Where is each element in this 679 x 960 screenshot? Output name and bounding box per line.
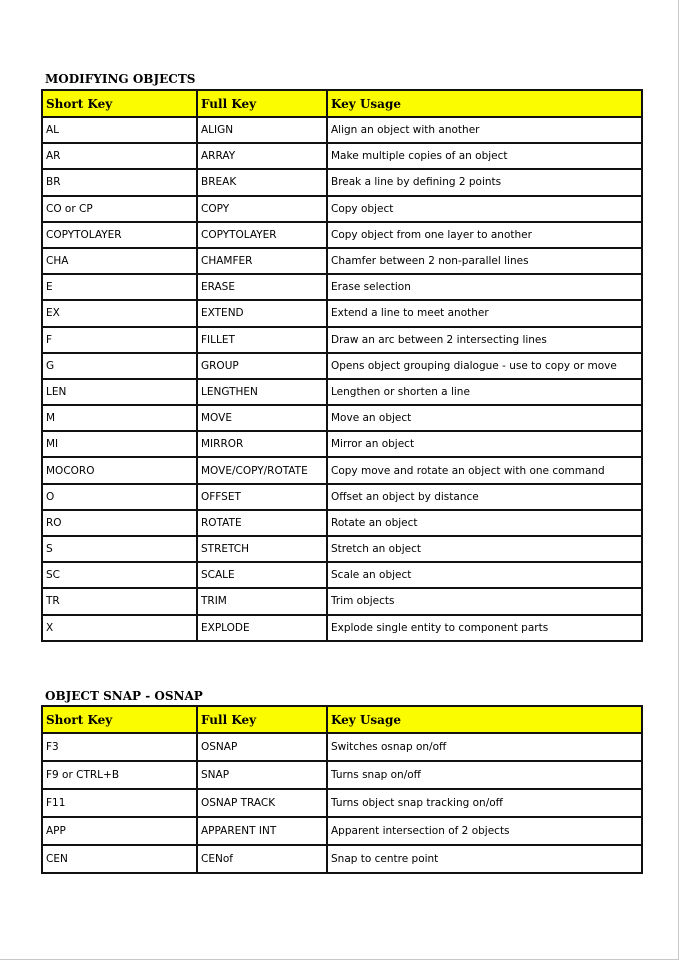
table-row (42, 510, 642, 536)
short-key-cell: G (42, 353, 197, 379)
table-row (42, 117, 642, 143)
table-row (42, 536, 642, 562)
full-key-cell: TRIM (197, 588, 327, 614)
table-row (42, 817, 642, 845)
full-key-cell: CHAMFER (197, 248, 327, 274)
table-row (42, 588, 642, 614)
full-key-cell: APPARENT INT (197, 817, 327, 845)
full-key-cell: CENof (197, 845, 327, 873)
section-title-object-snap: OBJECT SNAP - OSNAP (45, 689, 203, 703)
short-key-cell: SC (42, 562, 197, 588)
table-row (42, 615, 642, 641)
key-usage-cell: Chamfer between 2 non-parallel lines (327, 248, 642, 274)
object-snap-table (41, 705, 643, 874)
table-row (42, 484, 642, 510)
table-row (42, 733, 642, 761)
full-key-cell: OSNAP (197, 733, 327, 761)
short-key-cell: E (42, 274, 197, 300)
full-key-cell: MOVE (197, 405, 327, 431)
short-key-cell: COPYTOLAYER (42, 222, 197, 248)
table-row (42, 248, 642, 274)
short-key-cell: MI (42, 431, 197, 457)
short-key-cell: O (42, 484, 197, 510)
table-row (42, 789, 642, 817)
short-key-cell: AL (42, 117, 197, 143)
full-key-cell: OSNAP TRACK (197, 789, 327, 817)
table-row (42, 274, 642, 300)
key-usage-cell: Move an object (327, 405, 642, 431)
header-short-key: Short Key (42, 90, 197, 117)
table-row (42, 222, 642, 248)
key-usage-cell: Rotate an object (327, 510, 642, 536)
table-row (42, 405, 642, 431)
full-key-cell: EXPLODE (197, 615, 327, 641)
short-key-cell: MOCORO (42, 457, 197, 483)
table-row (42, 196, 642, 222)
full-key-cell: STRETCH (197, 536, 327, 562)
full-key-cell: GROUP (197, 353, 327, 379)
short-key-cell: F (42, 327, 197, 353)
full-key-cell: MIRROR (197, 431, 327, 457)
header-key-usage: Key Usage (327, 90, 642, 117)
key-usage-cell: Make multiple copies of an object (327, 143, 642, 169)
section-title-modifying-objects: MODIFYING OBJECTS (45, 72, 196, 86)
key-usage-cell: Draw an arc between 2 intersecting lines (327, 327, 642, 353)
key-usage-cell: Turns snap on/off (327, 761, 642, 789)
table-row (42, 457, 642, 483)
key-usage-cell: Break a line by defining 2 points (327, 169, 642, 195)
table-row (42, 379, 642, 405)
short-key-cell: CEN (42, 845, 197, 873)
full-key-cell: EXTEND (197, 300, 327, 326)
table-header-row (42, 90, 642, 117)
table-row (42, 761, 642, 789)
short-key-cell: M (42, 405, 197, 431)
table-row (42, 353, 642, 379)
short-key-cell: BR (42, 169, 197, 195)
short-key-cell: F3 (42, 733, 197, 761)
key-usage-cell: Stretch an object (327, 536, 642, 562)
short-key-cell: CO or CP (42, 196, 197, 222)
short-key-cell: X (42, 615, 197, 641)
table-row (42, 327, 642, 353)
full-key-cell: COPY (197, 196, 327, 222)
full-key-cell: LENGTHEN (197, 379, 327, 405)
table-row (42, 300, 642, 326)
table-row (42, 431, 642, 457)
key-usage-cell: Copy object from one layer to another (327, 222, 642, 248)
key-usage-cell: Switches osnap on/off (327, 733, 642, 761)
header-key-usage: Key Usage (327, 706, 642, 733)
header-short-key: Short Key (42, 706, 197, 733)
short-key-cell: TR (42, 588, 197, 614)
key-usage-cell: Opens object grouping dialogue - use to copy or move (327, 353, 642, 379)
table-row (42, 143, 642, 169)
full-key-cell: MOVE/COPY/ROTATE (197, 457, 327, 483)
key-usage-cell: Turns object snap tracking on/off (327, 789, 642, 817)
short-key-cell: F11 (42, 789, 197, 817)
key-usage-cell: Scale an object (327, 562, 642, 588)
full-key-cell: BREAK (197, 169, 327, 195)
key-usage-cell: Lengthen or shorten a line (327, 379, 642, 405)
full-key-cell: SCALE (197, 562, 327, 588)
key-usage-cell: Copy object (327, 196, 642, 222)
table-header-row (42, 706, 642, 733)
short-key-cell: APP (42, 817, 197, 845)
header-full-key: Full Key (197, 90, 327, 117)
table-row (42, 845, 642, 873)
table-row (42, 562, 642, 588)
full-key-cell: OFFSET (197, 484, 327, 510)
short-key-cell: AR (42, 143, 197, 169)
key-usage-cell: Align an object with another (327, 117, 642, 143)
key-usage-cell: Erase selection (327, 274, 642, 300)
full-key-cell: COPYTOLAYER (197, 222, 327, 248)
full-key-cell: ERASE (197, 274, 327, 300)
key-usage-cell: Extend a line to meet another (327, 300, 642, 326)
key-usage-cell: Mirror an object (327, 431, 642, 457)
key-usage-cell: Offset an object by distance (327, 484, 642, 510)
short-key-cell: S (42, 536, 197, 562)
full-key-cell: SNAP (197, 761, 327, 789)
short-key-cell: RO (42, 510, 197, 536)
full-key-cell: FILLET (197, 327, 327, 353)
key-usage-cell: Snap to centre point (327, 845, 642, 873)
header-full-key: Full Key (197, 706, 327, 733)
key-usage-cell: Copy move and rotate an object with one command (327, 457, 642, 483)
full-key-cell: ALIGN (197, 117, 327, 143)
table-row (42, 169, 642, 195)
full-key-cell: ARRAY (197, 143, 327, 169)
key-usage-cell: Trim objects (327, 588, 642, 614)
short-key-cell: CHA (42, 248, 197, 274)
short-key-cell: F9 or CTRL+B (42, 761, 197, 789)
full-key-cell: ROTATE (197, 510, 327, 536)
modifying-objects-table (41, 89, 643, 642)
key-usage-cell: Explode single entity to component parts (327, 615, 642, 641)
short-key-cell: LEN (42, 379, 197, 405)
key-usage-cell: Apparent intersection of 2 objects (327, 817, 642, 845)
short-key-cell: EX (42, 300, 197, 326)
